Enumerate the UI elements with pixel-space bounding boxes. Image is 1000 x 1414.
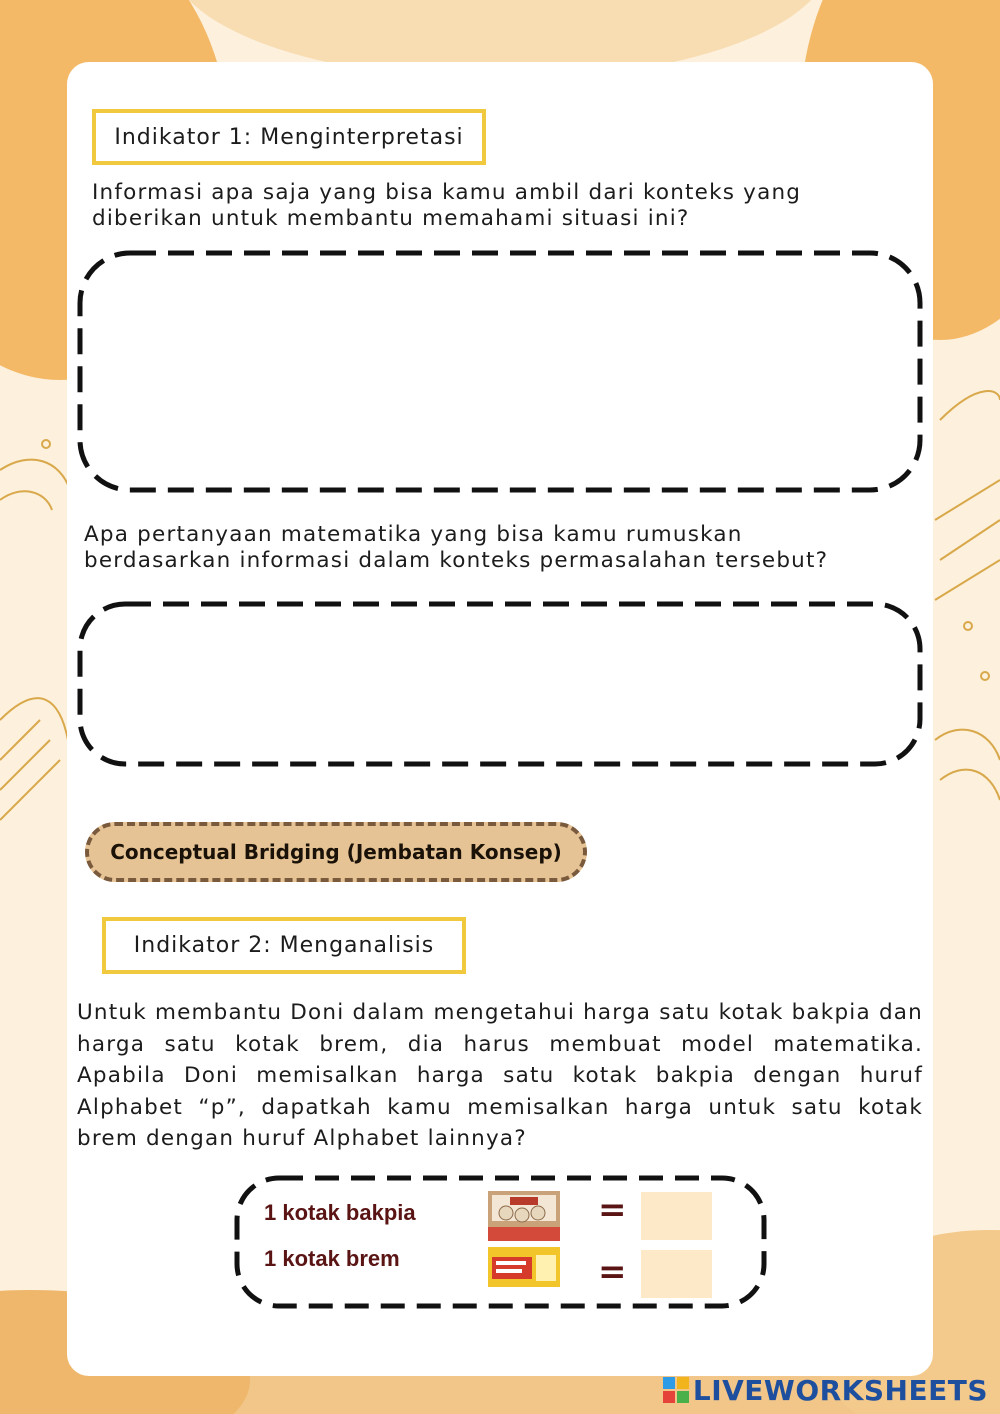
brem-box-image — [488, 1247, 560, 1287]
indicator-2-title: Indikator 2: Menganalisis — [102, 917, 466, 974]
liveworksheets-brand — [663, 1373, 988, 1407]
answer-box-2[interactable] — [77, 601, 923, 767]
liveworksheets-logo-icon — [663, 1377, 689, 1403]
answer-box-1[interactable] — [77, 250, 923, 493]
analysis-paragraph: Untuk membantu Doni dalam mengetahui harga satu kotak bakpia dan harga satu kotak brem, dia harus membuat model matematika. Apabila Doni memisalkan harga satu kotak bakpia dengan huruf Alphabet “p”, dapatkah kamu memisalkan harga untuk satu kotak brem dengan huruf Alphabet lainnya? — [77, 1000, 923, 1151]
brem-answer-input[interactable] — [641, 1250, 712, 1298]
brem-label: 1 kotak brem — [264, 1246, 400, 1271]
indicator-1-title: Indikator 1: Menginterpretasi — [92, 109, 486, 165]
equals-sign-1: = — [598, 1190, 627, 1230]
question-2-text: Apa pertanyaan matematika yang bisa kamu rumuskan berdasarkan informasi dalam konteks permasalahan tersebut? — [84, 522, 829, 573]
question-1-text: Informasi apa saja yang bisa kamu ambil dari konteks yang diberikan untuk membantu memahami situasi ini? — [92, 180, 802, 231]
bakpia-label: 1 kotak bakpia — [264, 1200, 416, 1225]
equals-sign-2: = — [598, 1252, 627, 1292]
bakpia-answer-input[interactable] — [641, 1192, 712, 1240]
brand-name: LIVEWORKSHEETS — [692, 1373, 988, 1407]
bakpia-box-image — [488, 1191, 560, 1241]
conceptual-bridging-label: Conceptual Bridging (Jembatan Konsep) — [85, 822, 587, 882]
